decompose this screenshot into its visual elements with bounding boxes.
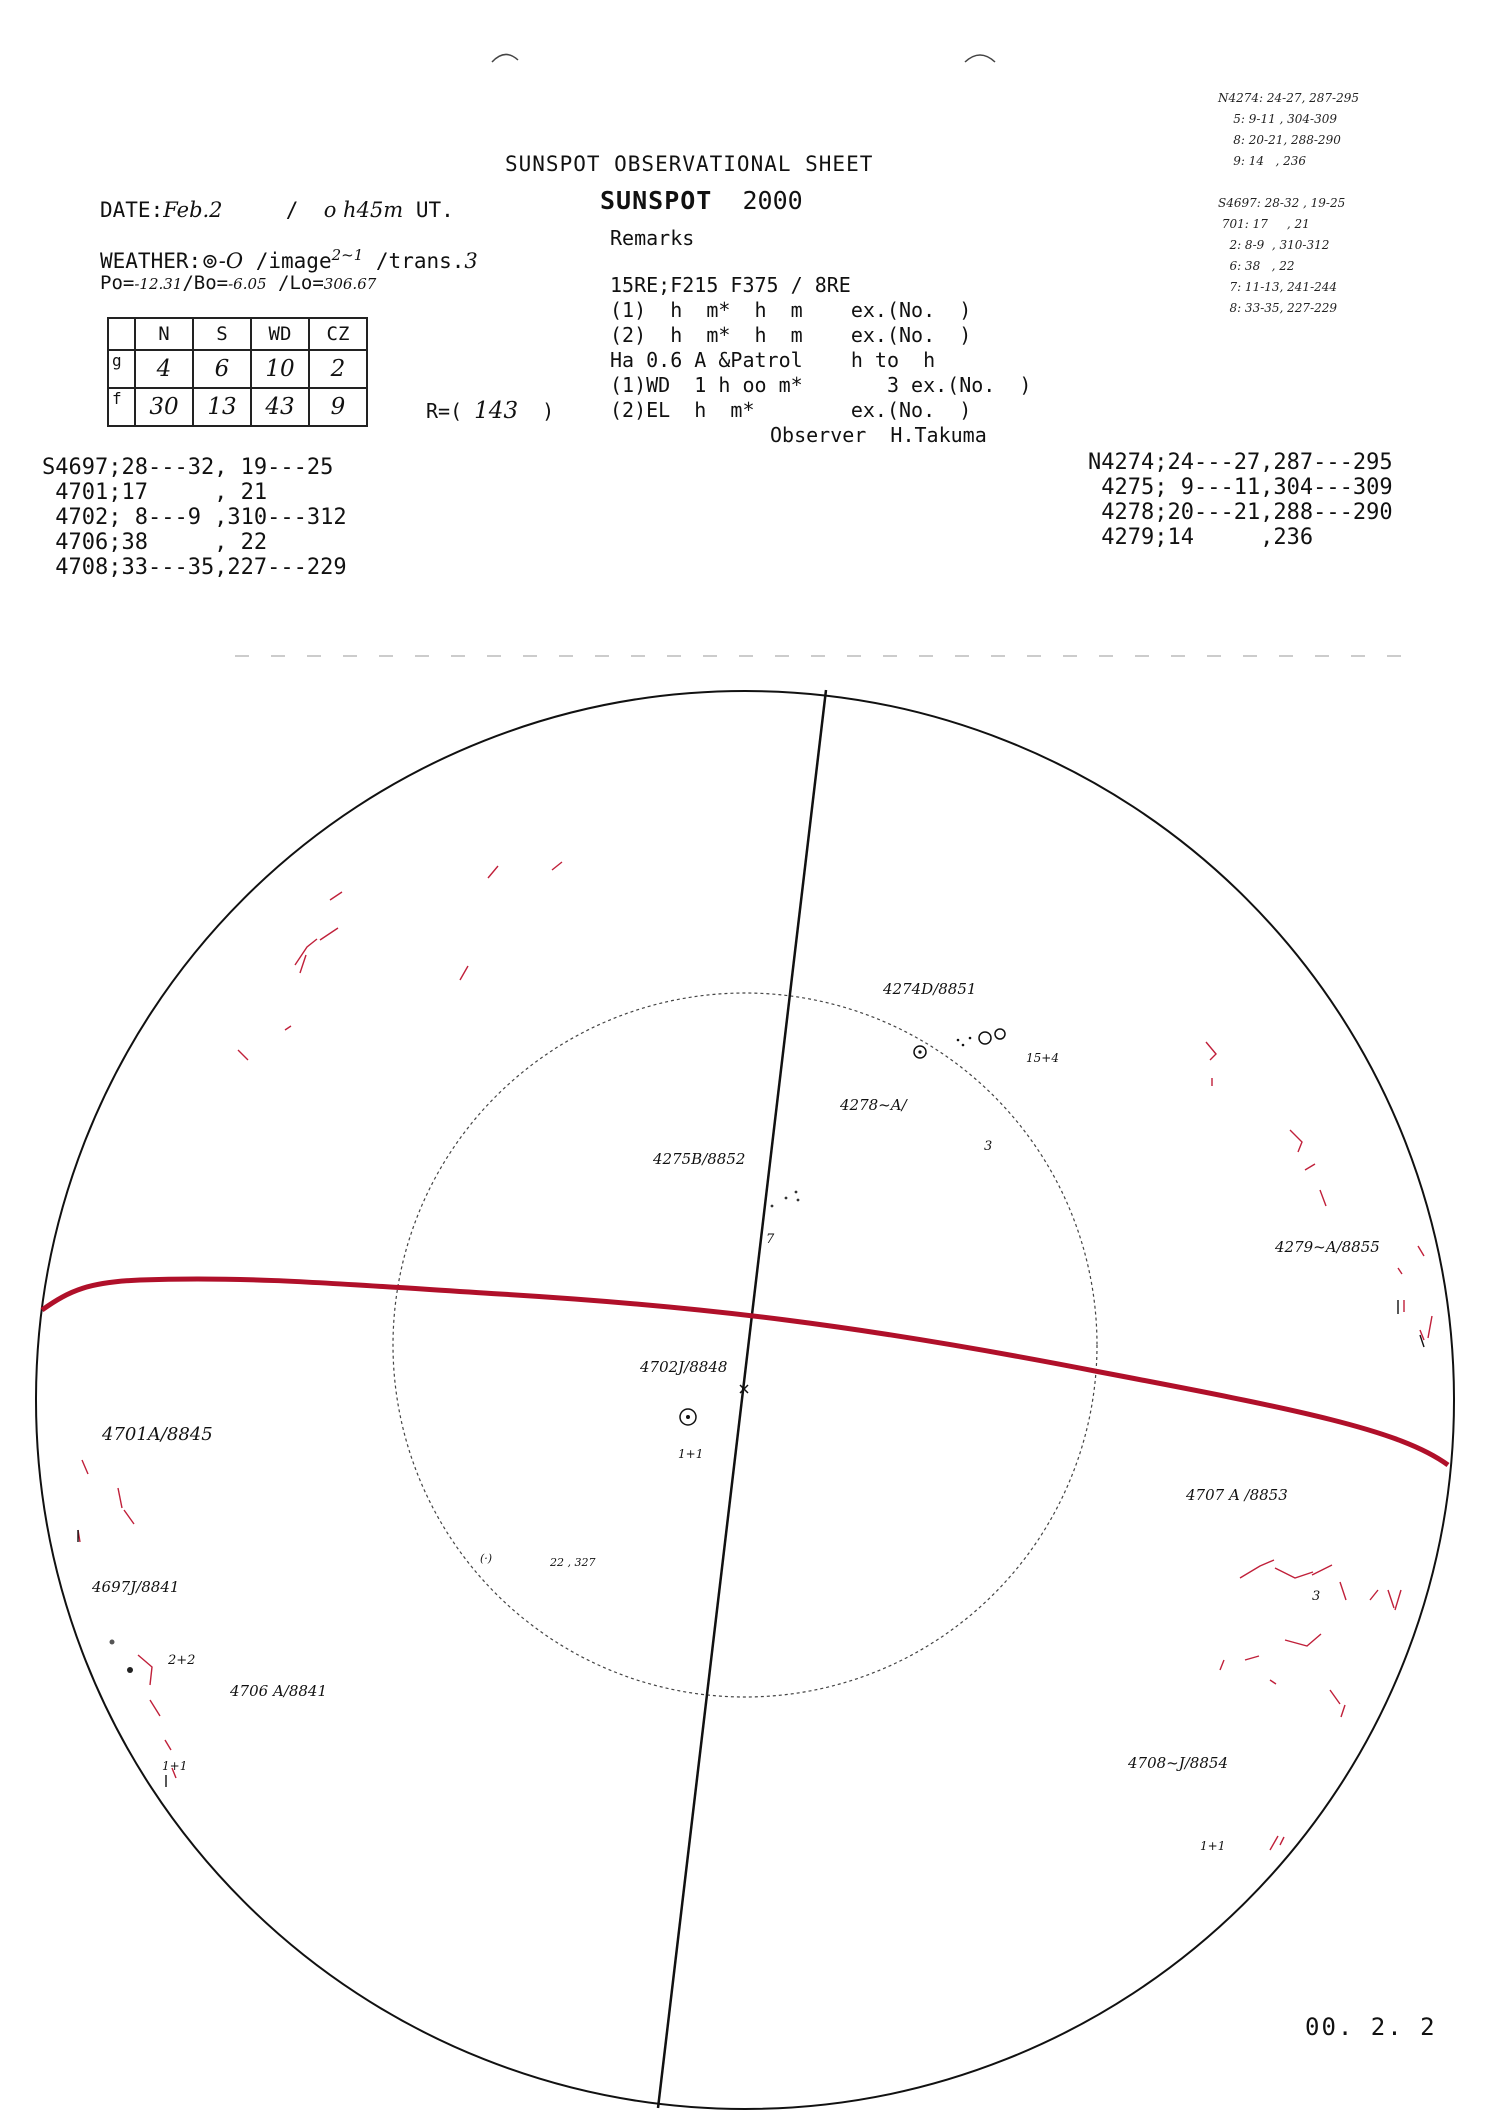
trans-label: /trans. xyxy=(375,249,465,273)
counts-header-cz: CZ xyxy=(309,318,367,350)
r-number: 143 xyxy=(474,398,519,424)
count-4708: 1+1 xyxy=(1200,1839,1226,1853)
region-entry: 4701;17 , 21 xyxy=(42,480,268,505)
image-value: 2~1 xyxy=(331,246,364,264)
sunspot-group-4275 xyxy=(771,1191,800,1208)
counts-cell: 2 xyxy=(309,350,367,388)
corner-note: 9: 14 , 236 xyxy=(1218,154,1306,168)
label-4707: 4707 A /8853 xyxy=(1186,1486,1288,1504)
misc-paren-note: (·) xyxy=(480,1552,493,1565)
sunspot-heading: SUNSPOT xyxy=(600,186,713,215)
label-4702: 4702J/8848 xyxy=(640,1358,728,1376)
count-4706: 1+1 xyxy=(162,1759,188,1773)
counts-cell: 9 xyxy=(309,388,367,426)
time-separator: / xyxy=(285,198,299,222)
count-4274: 15+4 xyxy=(1026,1051,1059,1065)
counts-row-label: f xyxy=(108,388,135,426)
count-4702: 1+1 xyxy=(678,1447,704,1461)
label-4278: 4278~A/ xyxy=(840,1096,907,1114)
image-label: /image xyxy=(255,249,332,273)
label-4274: 4274D/8851 xyxy=(883,980,977,998)
region-entry: 4706;38 , 22 xyxy=(42,530,268,555)
corner-note: 5: 9-11 , 304-309 xyxy=(1218,112,1338,126)
remarks-line-3: (2) h m* h m ex.(No. ) xyxy=(610,323,972,347)
counts-cell: 4 xyxy=(135,350,193,388)
count-4707: 3 xyxy=(1312,1589,1321,1604)
corner-note: 7: 11-13, 241-244 xyxy=(1218,280,1338,294)
po-label: Po= xyxy=(100,272,135,294)
counts-cell: 6 xyxy=(193,350,251,388)
punch-hole-mark xyxy=(965,55,995,62)
label-4708: 4708~J/8854 xyxy=(1128,1754,1228,1772)
remarks-line-4: Ha 0.6 A &Patrol h to h xyxy=(610,348,936,372)
region-entry: 4275; 9---11,304---309 xyxy=(1088,475,1393,500)
observer-label: Observer xyxy=(770,423,867,447)
misc-small-note: 22 , 327 xyxy=(550,1556,596,1569)
time-value: o h45m xyxy=(323,198,404,222)
region-entry: 4702; 8---9 ,310---312 xyxy=(42,505,347,530)
region-entry: S4697;28---32, 19---25 xyxy=(42,455,334,480)
corner-note: 8: 33-35, 227-229 xyxy=(1218,301,1338,315)
counts-row-label: g xyxy=(108,350,135,388)
corner-note: 6: 38 , 22 xyxy=(1218,259,1295,273)
bo-label: /Bo= xyxy=(182,272,229,294)
trans-value: 3 xyxy=(464,249,478,273)
label-4697: 4697J/8841 xyxy=(92,1578,180,1596)
counts-cell: 30 xyxy=(135,388,193,426)
central-meridian-line xyxy=(658,690,826,2108)
count-4697: 2+2 xyxy=(168,1653,196,1668)
corner-note: 701: 17 , 21 xyxy=(1218,217,1310,231)
lo-label: /Lo= xyxy=(278,272,324,294)
region-entry: 4708;33---35,227---229 xyxy=(42,555,347,580)
sheet-title: SUNSPOT OBSERVATIONAL SHEET xyxy=(505,152,874,176)
label-4279: 4279~A/8855 xyxy=(1275,1238,1380,1256)
weather-value: ⊚-O xyxy=(201,249,244,273)
counts-cell: 13 xyxy=(193,388,251,426)
region-entry: N4274;24---27,287---295 xyxy=(1088,450,1393,475)
page-date-stamp: 00. 2. 2 xyxy=(1305,2013,1437,2041)
lo-value: 306.67 xyxy=(323,275,377,293)
observer-name: H.Takuma xyxy=(890,423,987,447)
remarks-label: Remarks xyxy=(610,226,695,250)
remarks-line-6: (2)EL h m* ex.(No. ) xyxy=(610,398,972,422)
faculae-markings xyxy=(78,862,1432,1850)
counts-cell: 10 xyxy=(251,350,309,388)
remarks-line-5: (1)WD 1 h oo m* 3 ex.(No. ) xyxy=(610,373,1032,397)
date-label: DATE: xyxy=(100,198,164,222)
label-4706: 4706 A/8841 xyxy=(230,1682,328,1700)
region-entry: 4279;14 ,236 xyxy=(1088,525,1314,550)
punch-hole-mark xyxy=(492,54,518,62)
po-value: -12.31 xyxy=(134,275,183,293)
inner-reference-circle xyxy=(393,993,1097,1697)
remarks-line-2: (1) h m* h m ex.(No. ) xyxy=(610,298,972,322)
corner-note: N4274: 24-27, 287-295 xyxy=(1218,91,1359,105)
label-4275: 4275B/8852 xyxy=(653,1150,746,1168)
limb-marks xyxy=(78,1300,1424,1787)
corner-note: 8: 20-21, 288-290 xyxy=(1218,133,1341,147)
r-close: ) xyxy=(542,399,555,423)
remarks-line-1: 15RE;F215 F375 / 8RE xyxy=(610,273,851,297)
bo-value: -6.05 xyxy=(228,275,267,293)
counts-cell: 43 xyxy=(251,388,309,426)
sunspot-group-4697 xyxy=(110,1640,134,1674)
counts-header-wd: WD xyxy=(251,318,309,350)
label-4701: 4701A/8845 xyxy=(102,1424,213,1445)
date-value: Feb.2 xyxy=(163,198,223,222)
region-entry: 4278;20---21,288---290 xyxy=(1088,500,1393,525)
count-4278: 3 xyxy=(984,1139,993,1154)
counts-header-n: N xyxy=(135,318,193,350)
weather-label: WEATHER: xyxy=(100,249,202,273)
corner-note: 2: 8-9 , 310-312 xyxy=(1218,238,1330,252)
corner-note: S4697: 28-32 , 19-25 xyxy=(1218,196,1346,210)
counts-header-s: S xyxy=(193,318,251,350)
sunspot-group-4702 xyxy=(680,1409,696,1425)
time-suffix: UT. xyxy=(415,198,454,222)
count-4275: 7 xyxy=(766,1232,775,1247)
r-label: R=( xyxy=(426,399,463,423)
year-value: 2000 xyxy=(742,186,803,215)
